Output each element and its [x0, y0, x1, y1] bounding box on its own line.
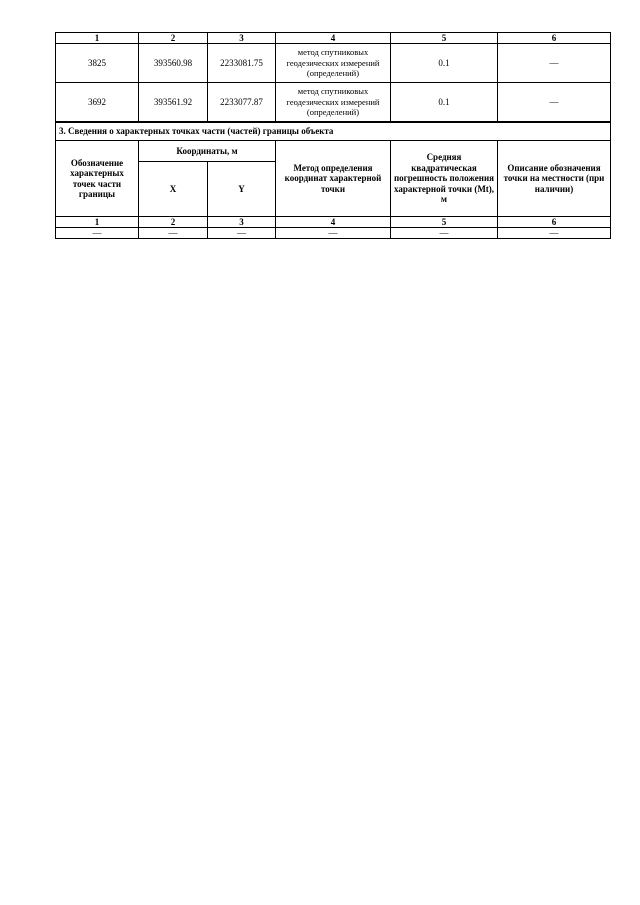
header-x: X [139, 162, 208, 217]
coord-x: — [139, 228, 208, 239]
column-number: 6 [498, 217, 611, 228]
method-cell: — [276, 228, 391, 239]
description-cell: — [498, 83, 611, 123]
coord-y: 2233081.75 [208, 44, 276, 83]
table-row [56, 44, 611, 83]
section-title-row [56, 122, 611, 141]
header-accuracy: Средняя квадратическая погрешность положения характерной точки (Mt), м [391, 141, 498, 217]
method-cell: метод спутниковых геодезических измерений (определений) [276, 44, 391, 83]
column-number: 1 [56, 33, 139, 44]
point-label: — [56, 228, 139, 239]
coord-y: — [208, 228, 276, 239]
header-y: Y [208, 162, 276, 217]
header-row [56, 141, 611, 162]
header-description: Описание обозначения точки на местности (при наличии) [498, 141, 611, 217]
column-number: 4 [276, 217, 391, 228]
method-cell: метод спутниковых геодезических измерений (определений) [276, 83, 391, 123]
header-coords: Координаты, м [139, 141, 276, 162]
column-number: 1 [56, 217, 139, 228]
column-number-row [56, 33, 611, 44]
accuracy-cell: 0.1 [391, 83, 498, 123]
accuracy-cell: 0.1 [391, 44, 498, 83]
column-number: 4 [276, 33, 391, 44]
description-cell: — [498, 228, 611, 239]
column-number: 3 [208, 33, 276, 44]
column-number: 5 [391, 33, 498, 44]
column-number: 2 [139, 217, 208, 228]
header-method: Метод определения координат характерной точки [276, 141, 391, 217]
table-row [56, 228, 611, 239]
column-number-row [56, 217, 611, 228]
table-row [56, 83, 611, 123]
column-number: 2 [139, 33, 208, 44]
section-title: 3. Сведения о характерных точках части (частей) границы объекта [56, 122, 611, 141]
coord-x: 393561.92 [139, 83, 208, 123]
point-label: 3825 [56, 44, 139, 83]
coord-x: 393560.98 [139, 44, 208, 83]
description-cell: — [498, 44, 611, 83]
boundary-points-table [55, 32, 611, 239]
header-point: Обозначение характерных точек части границы [56, 141, 139, 217]
coord-y: 2233077.87 [208, 83, 276, 123]
column-number: 5 [391, 217, 498, 228]
point-label: 3692 [56, 83, 139, 123]
accuracy-cell: — [391, 228, 498, 239]
column-number: 6 [498, 33, 611, 44]
column-number: 3 [208, 217, 276, 228]
